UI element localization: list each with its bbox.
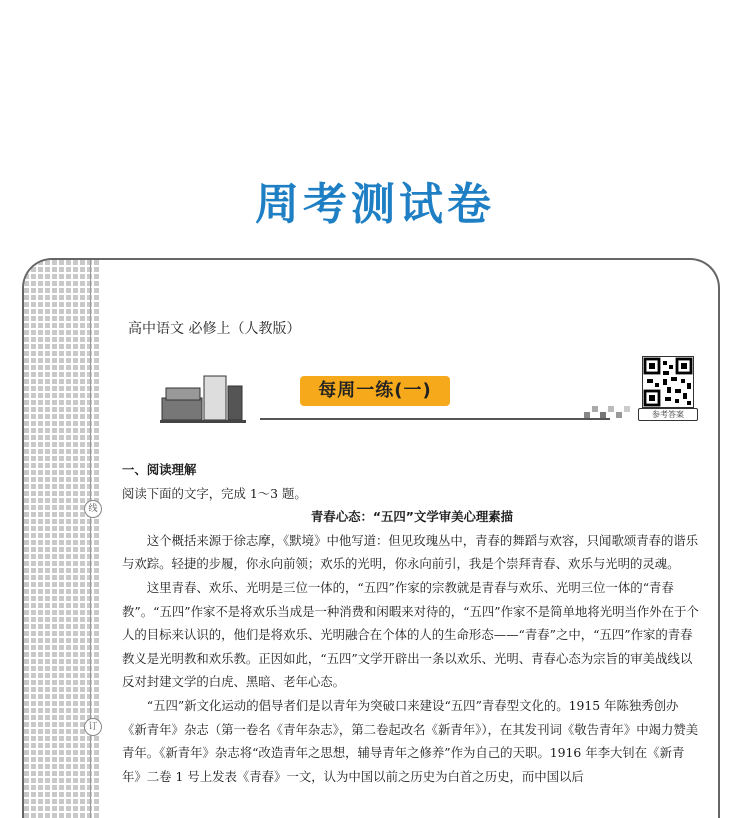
qr-caption: 参考答案 — [638, 408, 698, 421]
banner-pixel-decoration — [584, 404, 634, 420]
paragraph: “五四”新文化运动的倡导者们是以青年为突破口来建设“五四”青春型文化的。1915 年陈独秀创办《新青年》杂志（第一卷名《青年杂志》，第二卷起改名《新青年》），在其发刊词《敬告青年》中竭力赞美青年。《新青年》杂志将“改造青年之思想，辅导青年之修养”作为自己的天职。1916 年李大钊在《新青年》二卷 1 号上发表《青春》一文，认为中国以前之历史为白首之历史，而中国以后 — [122, 697, 699, 784]
article-title: 青春心态：“五四”文学审美心理素描 — [310, 509, 514, 525]
section-title: 一、阅读理解 — [122, 462, 197, 477]
books-clock-icon — [160, 368, 250, 424]
qr-code-icon[interactable] — [642, 356, 694, 408]
book-page — [22, 258, 720, 818]
binder-mark-bind: 订 — [84, 718, 102, 736]
binder-mark-line: 线 — [84, 500, 102, 518]
page-content — [114, 260, 718, 818]
banner-title: 每周一练(一) — [318, 380, 432, 401]
instruction: 阅读下面的文字，完成 1～3 题。 — [122, 485, 307, 501]
banner-underline — [260, 418, 610, 420]
paragraph: 这里青春、欢乐、光明是三位一体的，“五四”作家的宗教就是青春与欢乐、光明三位一体的“青春教”。“五四”作家不是将欢乐当成是一种消费和闲暇来对待的，“五四”作家不是简单地将光明当作外在于个人的目标来认识的，他们是将欢乐、光明融合在个体的人的生命形态——“青春”之中，“五四”作家的青春教义是光明教和欢乐教。正因如此，“五四”文学开辟出一条以欢乐、光明、青春心态为宗旨的审美战线以反对封建文学的白虎、黑暗、老年心态。 — [122, 579, 699, 690]
course-label: 高中语文 必修上（人教版） — [128, 321, 301, 337]
page-heading: 周考测试卷 — [255, 179, 495, 230]
paragraph: 这个概括来源于徐志摩，《默境》中他写道：但见玫瑰丛中，青春的舞蹈与欢容，只闻歌颂青春的谐乐与欢踪。轻捷的步履，你永向前领；欢乐的光明，你永向前引，我是个崇拜青春、欢乐与光明的灵魂。 — [122, 532, 699, 572]
reading-passage — [122, 458, 702, 788]
